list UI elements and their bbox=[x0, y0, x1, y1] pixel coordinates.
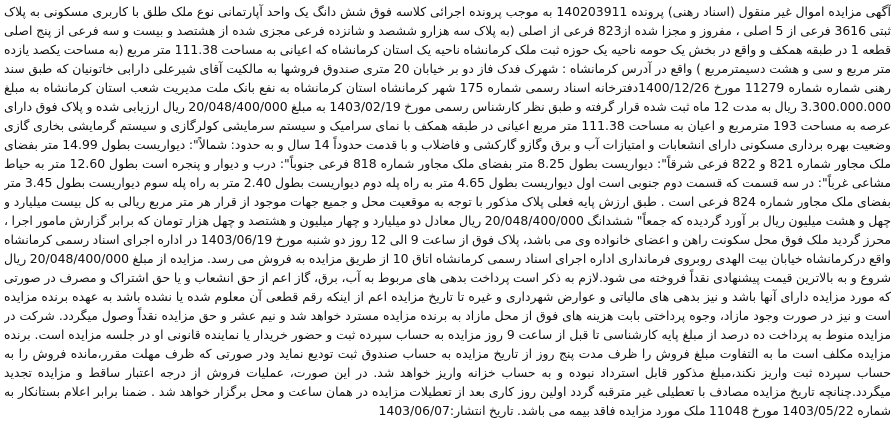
auction-notice-text: آگهی مزایده اموال غیر منقول (اسناد رهنی) پرونده 140203911 به موجب پرونده اجرائی کلاسه فوق شش دانگ یک واحد آپارتمانی نوع ملک طلق با کاربری مسکونی به پلاک ثبتی 3616 فرعی از 5 اصلی ، مفروز و مجزا شده از823 فرعی از اصلی (به پلاک سه هزارو ششصد و شانزده فرعی مجزی شده از هشتصد و بیست و سه فرعی از پنج اصلی قطعه 1 در طبقه همکف و واقع در بخش یک حومه ناحیه یک حوزه ثبت ملک کرمانشاه ناحیه یک استان کرمانشاه که اعیانی به مساحت 111.38 متر مربع (به مساحت یکصد یازده متر مربع و سی و هشت دسیمترمربع ) واقع در آدرس کرمانشاه : شهرک فدک فاز دو بر خیابان 20 متری صندوق فروشها به مالکیت آقای شیرعلی دارابی خاتونیان که طبق سند رهنی شماره شماره 11279 مورخ 1400/12/26دفترخانه اسناد رسمی شماره 175 شهر کرمانشاه استان کرمانشاه به نفع بانک ملت مدیریت شعب استان کرمانشاه به مبلغ 3.300.000.000 ریال به مدت 12 ماه ثبت شده قرار گرفته و طبق نظر کارشناس رسمی مورخ 1403/02/19 به مبلغ 20/048/400/000 ریال ارزیابی شده و پلاک فوق دارای عرصه به مساحت 193 مترمربع و اعیان به مساحت 111.38 متر مربع اعیانی در طبقه همکف با نمای سرامیک و سیستم سرمایشی کولرگازی و سیستم گرمایشی بخاری گازی وضعیت بهره برداری مسکونی دارای انشعابات و امتیازات آب و برق وگازو گارکشی و فاضلاب و با قدمت حدوداً 14 سال و به حدود: شمالاً": دیواریست بطول 14.99 متر بفضای ملک مجاور شماره 821 و 822 فرعی شرقاً": دیواریست بطول 8.25 متر بفضای ملک مجاور شماره 818 فرعی جنوباً": درب و دیوار و پنجره است بطول 12.60 متر به حیاط مشاعی غرباً": در سه قسمت که قسمت دوم جنوبی است اول دیواریست بطول 4.65 متر به راه پله دوم دیواریست بطول 2.40 متر به راه پله سوم دیواریست بطول 3.45 متر بفضای ملک مجاور شماره 824 فرعی است . طبق ارزش پایه فعلی پلاک مذکور با توجه به موقعیت محل و جمیع جهات موجود از قرار هر متر مربع ریالی به کل بیست میلیارد و چهل و هشت میلیون ریال بر آورد گردیده که جمعاً" ششدانگ 20/048/400/000 ریال معادل دو میلیارد و چهار میلیون و هشتصد و چهل هزار تومان که برابر گزارش مامور اجرا ، محرز گردید ملک فوق محل سکونت راهن و اعضای خانواده وی می باشد، پلاک فوق از ساعت 9 الی 12 روز دو شنبه مورخ 1403/06/19 در اداره اجرای اسناد رسمی کرمانشاه واقع درکرمانشاه خیابان بیت الهدی روبروی فرمانداری اداره اجرای اسناد رسمی کرمانشاه اتاق 10 از طریق مزایده به فروش می رسد. مزایده از مبلغ 20/048/400/000 ریال شروع و به بالاترین قیمت پیشنهادی نقداً فروخته می شود.لازم به ذکر است پرداخت بدهی های مربوط به آب، برق، گاز اعم از حق انشعاب و یا حق اشتراک و مصرف در صورتی که مورد مزایده دارای آنها باشد و نیز بدهی های مالیاتی و عوارض شهرداری و غیره تا تاریخ مزایده اعم از اینکه رقم قطعی آن معلوم شده یا نشده باشد به عهده برنده مزایده است و نیز در صورت وجود مازاد، وجوه پرداختی بابت هزینه های فوق از محل مازاد به برنده مزایده مسترد خواهد شد و نیم عشر و حق مزایده نقداً وصول میگردد. شرکت در مزایده منوط به پرداخت ده درصد از مبلغ پایه کارشناسی تا قبل از ساعت 9 روز مزایده به حساب سپرده ثبت و حضور خریدار یا نماینده قانونی او در جلسه مزایده است. برنده مزایده مکلف است ما به التفاوت مبلغ فروش را ظرف مدت پنج روز از تاریخ مزایده به حساب صندوق ثبت تودیع نماید ودر صورتی که ظرف مهلت مقرر،مانده فروش را به حساب سپرده ثبت واریز نکند،مبلغ مذکور قابل استرداد نبوده و به حساب خزانه واریز خواهد شد. در این صورت، عملیات فروش از درجه اعتبار ساقط و مزایده تجدید میگردد.چنانچه تاریخ مزایده مصادف با تعطیلی غیر مترقبه گردد اولین روز کاری بعد از تعطیلات مزایده در همان ساعت و محل برگزار خواهد شد . ضمنا برابر اعلام بستانکار به شماره 1403/05/22 مورخ 11048 ملک مورد مزایده فاقد بیمه می باشد. تاریخ انتشار:1403/06/07 bbox=[4, 4, 891, 418]
